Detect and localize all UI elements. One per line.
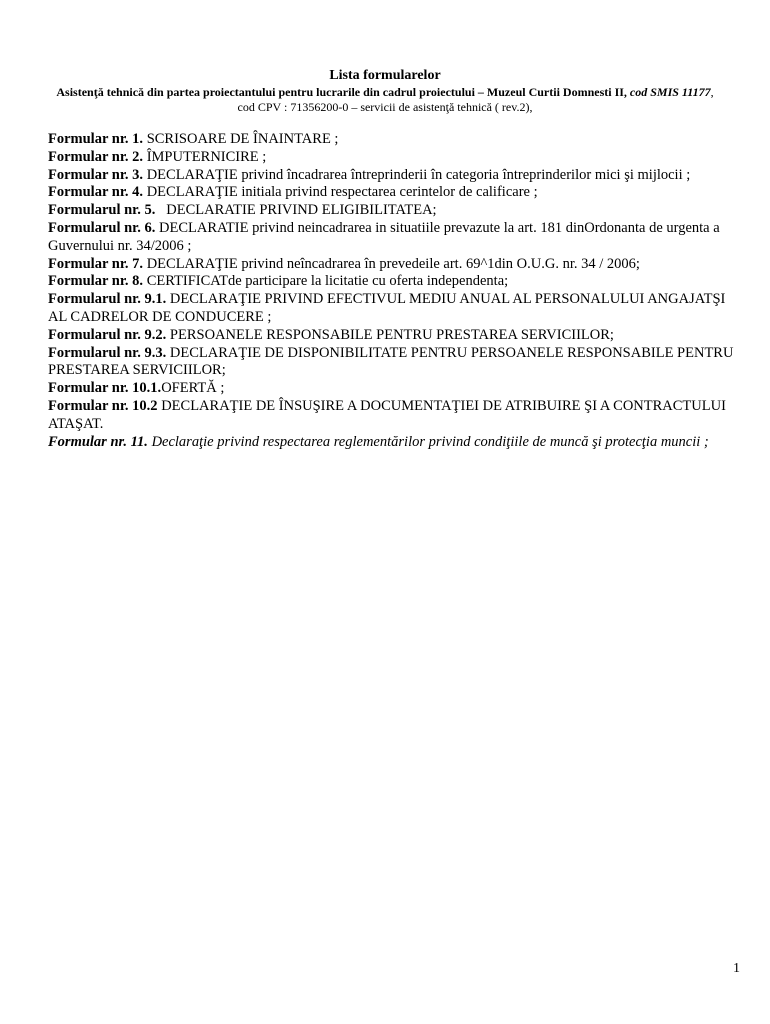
document-title: Lista formularelor (329, 68, 441, 83)
form-item-5 (48, 202, 738, 220)
form-number: Formular nr. 10.1. (48, 380, 162, 397)
form-number: Formular nr. 3. (48, 166, 144, 183)
form-number: Formularul nr. 5. (48, 202, 156, 219)
form-item-10-2 (48, 398, 738, 434)
page-number: 1 (733, 961, 740, 976)
form-text: Declaraţie privind respectarea reglementărilor privind condiţiile de muncă şi protecţia muncii ; (147, 433, 709, 450)
form-text: ÎMPUTERNICIRE ; (143, 148, 267, 165)
form-number: Formularul nr. 9.2. (48, 326, 167, 343)
form-number: Formular nr. 2. (48, 148, 144, 165)
form-item-2 (48, 149, 738, 167)
form-text: OFERTĂ ; (161, 380, 225, 397)
form-number: Formular nr. 10.2 (48, 397, 158, 414)
form-text: DECLARAŢIE privind neîncadrarea în prevedeile art. 69^1din O.U.G. nr. 34 / 2006; (143, 255, 640, 272)
form-item-9-2 (48, 327, 738, 345)
form-item-6 (48, 220, 738, 256)
document-header (40, 67, 730, 115)
subtitle-main: Asistenţă tehnică din partea proiectantului pentru lucrarile din cadrul proiectului – Muzeul Curtii Domnesti II, (56, 85, 630, 99)
document-subtitle (40, 85, 730, 100)
form-item-7 (48, 256, 738, 274)
form-number: Formular nr. 8. (48, 273, 144, 290)
form-item-9-1 (48, 291, 738, 327)
form-item-10-1 (48, 380, 738, 398)
form-text: CERTIFICATde participare la licitatie cu oferta independenta; (143, 273, 509, 290)
form-item-4 (48, 184, 738, 202)
form-item-1 (48, 131, 738, 149)
form-text: DECLARATIE privind neincadrarea in situatiile prevazute la art. 181 dinOrdonanta de urgenta a Guvernului nr. 34/2006 ; (48, 219, 720, 254)
form-number: Formularul nr. 9.3. (48, 344, 167, 361)
forms-list (48, 131, 738, 451)
form-text: DECLARATIE PRIVIND ELIGIBILITATEA; (155, 202, 437, 219)
form-item-11 (48, 434, 738, 452)
form-text: DECLARAŢIE initiala privind respectarea cerintelor de calificare ; (143, 184, 538, 201)
form-number: Formular nr. 7. (48, 255, 144, 272)
form-text: DECLARAŢIE DE DISPONIBILITATE PENTRU PERSOANELE RESPONSABILE PENTRU PRESTAREA SERVICIILOR; (48, 344, 734, 379)
cpv-line: cod CPV : 71356200-0 – servicii de asistenţă tehnică ( rev.2), (237, 100, 533, 114)
form-text: PERSOANELE RESPONSABILE PENTRU PRESTAREA SERVICIILOR; (166, 326, 614, 343)
form-number: Formularul nr. 9.1. (48, 291, 167, 308)
form-text: SCRISOARE DE ÎNAINTARE ; (143, 131, 339, 147)
form-item-8 (48, 273, 738, 291)
form-item-3 (48, 167, 738, 185)
form-number: Formular nr. 11. (48, 433, 148, 450)
subtitle-tail: , (710, 85, 714, 99)
form-text: DECLARAŢIE privind încadrarea întreprinderii în categoria întreprinderilor mici şi mijlocii ; (143, 166, 691, 183)
form-number: Formular nr. 1. (48, 131, 144, 147)
form-number: Formularul nr. 6. (48, 219, 156, 236)
smis-code: cod SMIS 11177 (629, 85, 711, 99)
form-item-9-3 (48, 345, 738, 381)
form-text: DECLARAŢIE PRIVIND EFECTIVUL MEDIU ANUAL AL PERSONALULUI ANGAJATŞI AL CADRELOR DE CONDUCERE ; (48, 291, 726, 325)
form-text: DECLARAŢIE DE ÎNSUŞIRE A DOCUMENTAŢIEI DE ATRIBUIRE ŞI A CONTRACTULUI ATAŞAT. (48, 397, 726, 432)
form-number: Formular nr. 4. (48, 184, 144, 201)
